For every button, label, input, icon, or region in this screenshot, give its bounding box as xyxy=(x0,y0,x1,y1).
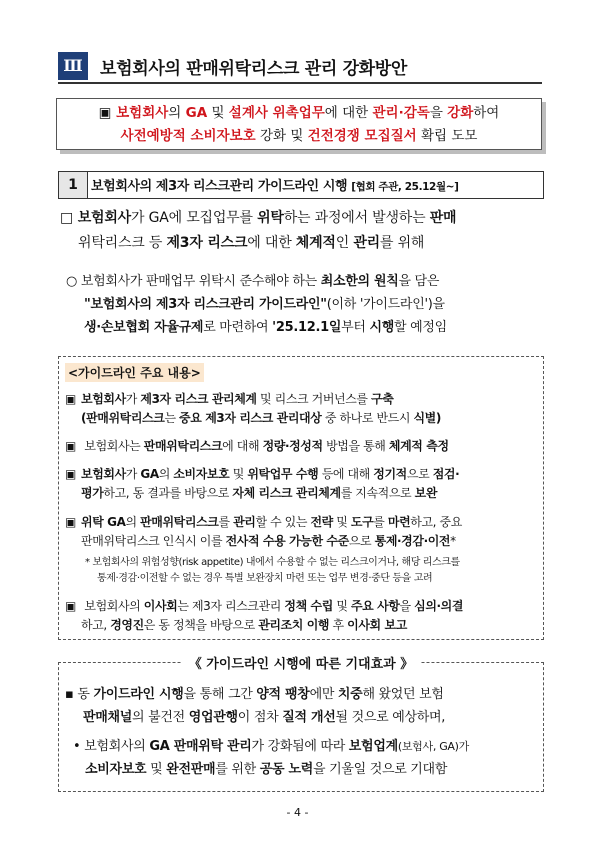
text: 보험회사는 xyxy=(81,439,144,453)
paragraph-line xyxy=(66,293,447,316)
text: 동 xyxy=(73,687,94,702)
text: 경영진 xyxy=(110,618,144,632)
text: 주요 사항 xyxy=(350,599,400,613)
text: 를 위해 xyxy=(380,235,425,251)
subsection-note: [협회 주관, 25.12월~] xyxy=(351,181,459,193)
summary-text: 강화 xyxy=(447,105,474,121)
text: 도구 xyxy=(350,515,374,529)
text: 의 xyxy=(158,467,174,481)
text: 중요 제3자 리스크 관리대상 xyxy=(179,411,322,425)
text: 제3자 리스크 xyxy=(166,235,248,251)
subsection-title xyxy=(91,175,459,194)
text: 의 xyxy=(125,515,141,529)
text: 양적 팽창 xyxy=(256,687,310,702)
text: 제3자 리스크 관리체계 xyxy=(140,392,257,406)
section-title: 보험회사의 판매위탁리스크 관리 강화방안 xyxy=(100,59,408,79)
text: 위탁리스크 xyxy=(78,235,145,251)
text: 를 xyxy=(373,515,388,529)
paragraph-line xyxy=(73,735,469,758)
text: 보험회사 xyxy=(81,467,126,481)
text: 판매 xyxy=(429,210,457,226)
summary-text: 의 xyxy=(168,105,186,121)
text: '25.12.1일 xyxy=(272,320,342,335)
text: 체계적 측정 xyxy=(388,439,449,453)
square-bullet: ▪ xyxy=(65,687,74,702)
text: 으로 xyxy=(348,534,375,548)
text: 을 담은 xyxy=(398,274,440,289)
text: 최소한의 원칙 xyxy=(320,274,399,289)
text: 평가 xyxy=(81,486,104,500)
summary-text: 을 xyxy=(429,105,448,121)
text: (이하 '가이드라인')을 xyxy=(326,297,445,312)
text: 는 제3자 리스크관리 xyxy=(177,599,285,613)
text: 마련 xyxy=(387,515,411,529)
section-header xyxy=(58,48,542,84)
text: 을 기울일 것으로 기대함 xyxy=(313,762,448,777)
guideline-header: <가이드라인 주요 내용> xyxy=(65,363,204,382)
text: 부터 xyxy=(341,320,370,335)
text: 정책 수립 xyxy=(284,599,333,613)
text: 공동 노력 xyxy=(259,762,313,777)
paragraph-line xyxy=(60,206,456,231)
square-marker: ▣ xyxy=(65,467,76,481)
summary-text: 관리·감독 xyxy=(372,105,430,121)
text: GA 판매위탁 관리 xyxy=(149,739,252,754)
text: 의 xyxy=(133,739,150,754)
text: 등 xyxy=(144,235,167,251)
paragraph-line xyxy=(73,758,469,781)
text: 보험회사 xyxy=(80,739,134,754)
text: 자체 리스크 관리체계 xyxy=(232,486,341,500)
summary-text: 보험회사 xyxy=(116,105,169,121)
summary-text: GA xyxy=(185,105,208,121)
text: 를 지속적으로 xyxy=(340,486,415,500)
text: 의 불건전 xyxy=(132,710,189,725)
page-number: - 4 - xyxy=(286,806,309,819)
effect-title: 《 가이드라인 시행에 따른 기대효과 》 xyxy=(181,657,421,672)
text: 통제·경감·이전 xyxy=(374,534,451,548)
paragraph-line xyxy=(66,270,447,293)
square-marker: ▣ xyxy=(65,515,76,529)
text: 관리 xyxy=(233,515,256,529)
paragraph-1 xyxy=(60,206,456,256)
section-number: Ⅲ xyxy=(58,52,88,80)
expected-effect-box xyxy=(58,657,544,792)
text: 중 하나로 반드시 xyxy=(321,411,414,425)
summary-text: 사전예방적 소비자보호 xyxy=(120,128,256,144)
text: 를 xyxy=(218,515,234,529)
text: 을 통해 그간 xyxy=(183,687,257,702)
text: 치중 xyxy=(337,687,363,702)
paragraph-2 xyxy=(66,270,447,339)
effect-title-wrap xyxy=(59,653,543,672)
text: 보험회사 xyxy=(73,210,132,226)
text: 보험업계 xyxy=(348,739,398,754)
text: 판매위탁리스크 xyxy=(140,515,219,529)
text: 하고, 중요 xyxy=(410,515,462,529)
text: 위탁 GA xyxy=(81,515,126,529)
text: 완전판매 xyxy=(166,762,216,777)
subsection-title-text: 보험회사의 제3자 리스크관리 가이드라인 시행 xyxy=(91,179,352,194)
text: 하는 과정에서 발생하는 xyxy=(283,210,430,226)
text: 후 xyxy=(329,618,348,632)
text: 가이드라인 시행 xyxy=(93,687,184,702)
text: 판매위탁리스크 xyxy=(143,439,223,453)
text: 전략 xyxy=(310,515,333,529)
text: 에 대해 xyxy=(222,439,263,453)
text: 생·손보협회 자율규제 xyxy=(84,320,204,335)
text: 하고, xyxy=(81,618,111,632)
text: 및 xyxy=(229,467,248,481)
text: 이사회 보고 xyxy=(347,618,407,632)
text: 점검· xyxy=(432,467,460,481)
text: 로 마련하여 xyxy=(203,320,273,335)
summary-line-1 xyxy=(57,102,541,125)
text: 에 대한 xyxy=(247,235,296,251)
summary-text: 건전경쟁 모집질서 xyxy=(307,128,417,144)
summary-text: 및 xyxy=(207,105,229,121)
text: 정량·정성적 xyxy=(262,439,323,453)
text: 이 점차 xyxy=(237,710,283,725)
text: 시행 xyxy=(369,320,394,335)
text: 구축 xyxy=(371,392,394,406)
text: 관리 xyxy=(353,235,380,251)
text: 및 xyxy=(332,515,351,529)
guideline-item-cont xyxy=(81,532,456,551)
text: 될 것으로 예상하며, xyxy=(335,710,446,725)
square-marker: ▣ xyxy=(65,439,76,453)
text: 위탁업무 수행 xyxy=(247,467,319,481)
summary-text: 강화 및 xyxy=(255,128,308,144)
square-marker: ▣ xyxy=(65,599,76,613)
effect-paragraph-2 xyxy=(73,735,469,781)
text: (판매위탁리스크 xyxy=(81,411,165,425)
text: 에만 xyxy=(309,687,338,702)
guideline-footnote: * 보험회사의 위험성향(risk appetite) 내에서 수용할 수 없는 리스크이거나, 해당 리스크를 xyxy=(85,557,460,568)
effect-paragraph-1 xyxy=(65,683,445,729)
guideline-item xyxy=(65,597,463,616)
summary-text: 설계사 위촉업무 xyxy=(228,105,325,121)
guideline-item xyxy=(65,437,449,456)
summary-text: 에 대한 xyxy=(324,105,373,121)
text: 체계적 xyxy=(295,235,336,251)
dot-bullet: • xyxy=(73,739,81,754)
guideline-item xyxy=(65,390,393,409)
summary-line-2 xyxy=(57,125,541,148)
text: 보완 xyxy=(414,486,438,500)
text: 및 xyxy=(146,762,167,777)
text: 및 xyxy=(332,599,351,613)
text: 가 xyxy=(125,467,141,481)
text: 인 xyxy=(335,235,354,251)
text: 가 GA에 모집업무를 xyxy=(131,210,258,226)
text: GA xyxy=(140,467,159,481)
paragraph-line xyxy=(60,231,456,256)
text: 할 예정임 xyxy=(394,320,447,335)
text: 이사회 xyxy=(143,599,178,613)
box-marker: □ xyxy=(60,210,74,226)
text: 등에 대해 xyxy=(318,467,374,481)
text: (보험사, GA)가 xyxy=(397,740,469,753)
summary-text: 확립 도모 xyxy=(416,128,478,144)
circle-marker: ○ xyxy=(66,274,78,289)
text: 심의·의결 xyxy=(414,599,464,613)
square-marker: ▣ xyxy=(65,392,76,406)
text: 으로 xyxy=(406,467,433,481)
guideline-footnote: 통제·경감·이전할 수 없는 경우 특별 보완장치 마련 또는 업무 변경·중단 등을 고려 xyxy=(97,573,433,584)
paragraph-line xyxy=(66,316,447,339)
text: 판매채널 xyxy=(83,710,133,725)
text: 및 리스크 거버넌스를 xyxy=(256,392,372,406)
guideline-item xyxy=(65,465,459,484)
text: 방법을 통해 xyxy=(322,439,389,453)
subsection-header xyxy=(58,171,544,199)
guideline-item-cont xyxy=(81,484,437,503)
text: 판매위탁리스크 인식시 이를 xyxy=(81,534,226,548)
paragraph-line xyxy=(65,706,445,729)
text: 할 수 있는 xyxy=(255,515,311,529)
text: 는 xyxy=(164,411,180,425)
text: 정기적 xyxy=(373,467,407,481)
summary-text: 하여 xyxy=(473,105,500,121)
text: 가 xyxy=(125,392,141,406)
text: 은 동 정책을 바탕으로 xyxy=(143,618,259,632)
text: 전사적 수용 가능한 수준 xyxy=(225,534,349,548)
text: 보험회사의 xyxy=(81,599,144,613)
guideline-box xyxy=(58,356,544,640)
text: 보험회사 xyxy=(81,392,126,406)
text: 질적 개선 xyxy=(282,710,336,725)
text: 소비자보호 xyxy=(85,762,147,777)
text: 관리조치 이행 xyxy=(258,618,330,632)
subsection-number: 1 xyxy=(59,172,88,198)
text: * xyxy=(450,534,456,548)
summary-box xyxy=(56,98,542,150)
text: 소비자보호 xyxy=(173,467,230,481)
text: 영업관행 xyxy=(188,710,238,725)
text: 을 xyxy=(399,599,415,613)
guideline-item xyxy=(65,513,462,532)
text: 하고, 동 결과를 바탕으로 xyxy=(103,486,233,500)
text: 위탁 xyxy=(257,210,284,226)
guideline-item-cont xyxy=(81,409,441,428)
text: "보험회사의 제3자 리스크관리 가이드라인" xyxy=(84,297,327,312)
paragraph-line xyxy=(65,683,445,706)
text: 가 강화됨에 따라 xyxy=(251,739,349,754)
guideline-item-cont xyxy=(81,616,407,635)
text: 보험회사가 판매업무 위탁시 준수해야 하는 xyxy=(77,274,321,289)
text: 식별) xyxy=(413,411,441,425)
summary-marker: ▣ xyxy=(98,105,112,121)
text: 를 위한 xyxy=(215,762,260,777)
text: 해 왔었던 보험 xyxy=(362,687,444,702)
